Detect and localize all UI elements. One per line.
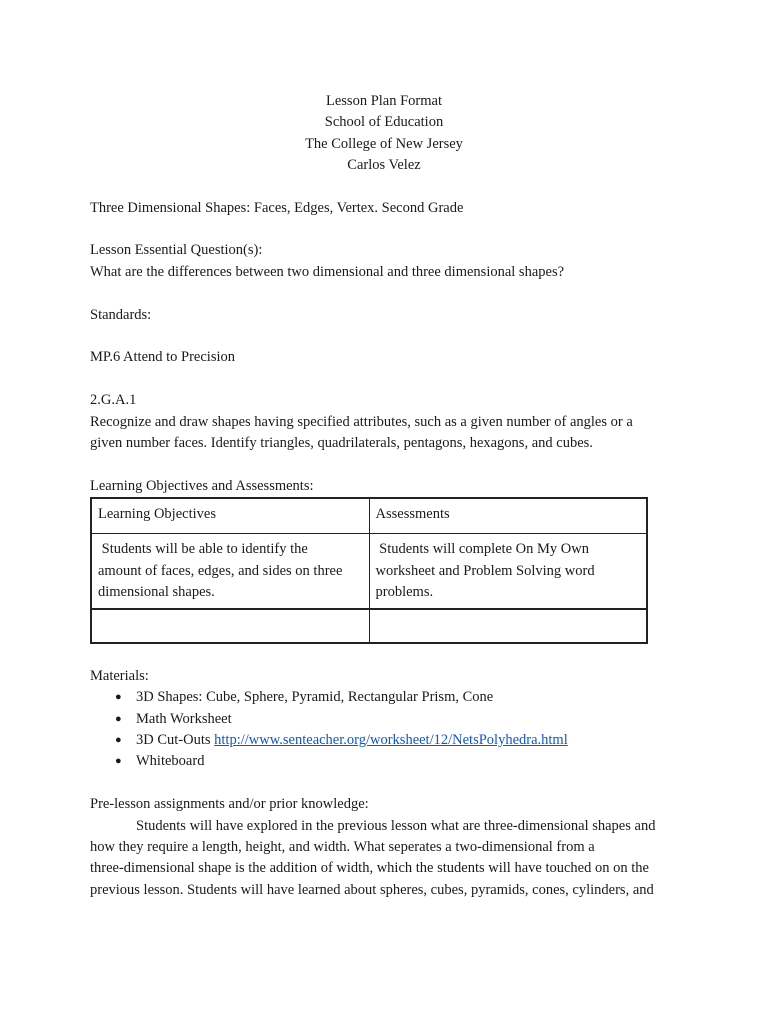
essential-question-label: Lesson Essential Question(s): bbox=[90, 242, 263, 259]
empty-cell-right bbox=[369, 609, 647, 643]
materials-label: Materials: bbox=[90, 667, 149, 684]
materials-list bbox=[90, 687, 678, 773]
assessment-line-1: Students will complete On My Own bbox=[375, 541, 589, 558]
empty-cell-left bbox=[91, 609, 369, 643]
bullet-icon: ● bbox=[115, 734, 122, 746]
objective-line-3: dimensional shapes. bbox=[98, 583, 215, 600]
header-school: School of Education bbox=[324, 114, 444, 131]
list-item bbox=[115, 687, 678, 708]
bullet-icon: ● bbox=[115, 755, 122, 768]
material-item-text: Math Worksheet bbox=[136, 710, 232, 727]
assessment-line-3: problems. bbox=[375, 583, 434, 600]
assessment-line-2: worksheet and Problem Solving word bbox=[375, 562, 595, 579]
assessment-cell bbox=[369, 534, 647, 610]
prior-knowledge-line-1: Students will have explored in the previous lesson what are three-dimensional shapes and bbox=[136, 817, 656, 834]
list-item bbox=[115, 709, 678, 730]
nets-polyhedra-link[interactable]: http://www.senteacher.org/worksheet/12/NetsPolyhedra.html bbox=[214, 732, 568, 748]
material-item-text: Whiteboard bbox=[136, 753, 205, 770]
objectives-column-header: Learning Objectives bbox=[91, 498, 369, 534]
header-college: The College of New Jersey bbox=[305, 135, 463, 152]
objectives-table bbox=[90, 497, 648, 644]
objective-cell bbox=[91, 534, 369, 610]
objective-line-2: amount of faces, edges, and sides on three bbox=[98, 562, 343, 579]
material-item-text: 3D Shapes: Cube, Sphere, Pyramid, Rectangular Prism, Cone bbox=[136, 689, 494, 706]
bullet-icon: ● bbox=[115, 712, 122, 725]
prior-knowledge-line-3: three-dimensional shape is the addition of width, which the students will have touched on on the bbox=[90, 860, 649, 877]
header-title: Lesson Plan Format bbox=[326, 93, 442, 109]
header-author: Carlos Velez bbox=[347, 157, 421, 174]
essential-question-text: What are the differences between two dimensional and three dimensional shapes? bbox=[90, 263, 565, 280]
objective-line-1: Students will be able to identify the bbox=[98, 541, 308, 558]
assessments-column-header: Assessments bbox=[369, 498, 647, 534]
standard-mp: MP.6 Attend to Precision bbox=[90, 349, 236, 366]
material-item-text: 3D Cut-Outs bbox=[136, 732, 215, 748]
standards-label: Standards: bbox=[90, 306, 152, 323]
list-item bbox=[115, 730, 678, 751]
bullet-icon: ● bbox=[115, 691, 122, 704]
list-item bbox=[115, 751, 678, 772]
standard-text-line-2: given number faces. Identify triangles, quadrilaterals, pentagons, hexagons, and cubes. bbox=[90, 434, 593, 451]
prior-knowledge-label: Pre-lesson assignments and/or prior knowledge: bbox=[90, 796, 369, 813]
document-header bbox=[90, 91, 678, 177]
objectives-label: Learning Objectives and Assessments: bbox=[90, 477, 314, 494]
standard-text-line-1: Recognize and draw shapes having specified attributes, such as a given number of angles or a bbox=[90, 413, 633, 430]
prior-knowledge-line-2: how they require a length, height, and width. What seperates a two-dimensional from a bbox=[90, 839, 595, 856]
prior-knowledge-line-4: previous lesson. Students will have learned about spheres, cubes, pyramids, cones, cylinders, and bbox=[90, 881, 654, 898]
standard-code: 2.G.A.1 bbox=[90, 392, 137, 409]
lesson-topic: Three Dimensional Shapes: Faces, Edges, Vertex. Second Grade bbox=[90, 199, 464, 216]
